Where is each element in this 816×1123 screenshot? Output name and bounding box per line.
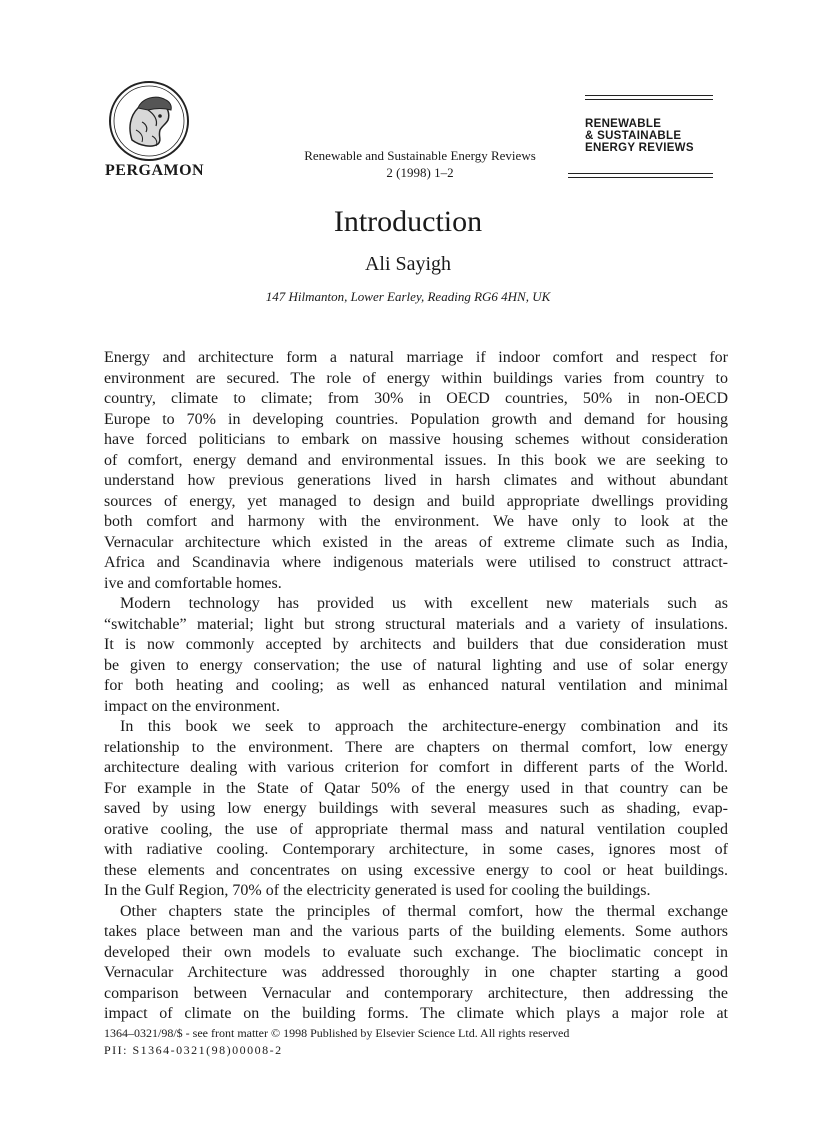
text-line: Modern technology has provided us with excellent new materials such as — [120, 595, 728, 612]
pergamon-logo — [108, 80, 190, 162]
text-line: developed their own models to evaluate such exchange. The bioclimatic concept in — [104, 943, 728, 961]
text-line: For example in the State of Qatar 50% of the energy used in that country can be — [104, 779, 728, 797]
author-affiliation: 147 Hilmanton, Lower Earley, Reading RG6 4HN, UK — [265, 289, 551, 304]
text-line: these elements and concentrates on using excessive energy to cool or heat buildings. — [104, 861, 728, 879]
text-line: Vernacular architecture which existed in the areas of extreme climate such as India, — [104, 533, 728, 551]
brand-rule-top — [585, 95, 713, 100]
pergamon-athena-logo-icon — [108, 80, 190, 162]
author-name: Ali Sayigh — [364, 253, 452, 275]
text-line: understand how previous generations lived in harsh climates and without abundant — [104, 472, 728, 489]
text-line: ive and comfortable homes. — [104, 574, 282, 592]
journal-title: Renewable and Sustainable Energy Reviews — [304, 148, 536, 163]
journal-citation — [270, 147, 570, 181]
text-line: In the Gulf Region, 70% of the electricity generated is used for cooling the buildings. — [104, 882, 651, 899]
text-line: Energy and architecture form a natural marriage if indoor comfort and respect for — [104, 349, 728, 366]
text-line: “switchable” material; light but strong structural materials and a variety of insulations. — [104, 615, 728, 633]
text-line: In this book we seek to approach the architecture-energy combination and its — [120, 718, 728, 735]
article-body — [104, 348, 728, 1025]
paragraph-2 — [104, 594, 728, 717]
text-line: architecture dealing with various criterion for comfort in different parts of the World. — [104, 759, 728, 776]
text-line: environment are secured. The role of energy within buildings varies from country to — [104, 369, 728, 387]
publisher-name: PERGAMON — [105, 162, 205, 179]
text-line: country, climate to climate; from 30% in OECD countries, 50% in non-OECD — [104, 390, 728, 407]
text-line: of comfort, energy demand and environmental issues. In this book we are seeking to — [104, 451, 728, 469]
brand-line-2: & SUSTAINABLE — [585, 130, 682, 142]
copyright-line: 1364–0321/98/$ - see front matter © 1998 Published by Elsevier Science Ltd. All rights reserved — [104, 1026, 570, 1040]
text-line: both comfort and harmony with the environment. We have only to look at the — [104, 513, 728, 530]
text-line: Europe to 70% in developing countries. Population growth and demand for housing — [104, 410, 728, 428]
paragraph-4 — [104, 902, 728, 1025]
text-line: be given to energy conservation; the use of natural lighting and use of solar energy — [104, 656, 728, 674]
brand-rule-bottom — [568, 173, 713, 178]
brand-line-3: ENERGY REVIEWS — [585, 142, 694, 154]
paragraph-1 — [104, 348, 728, 594]
journal-brand-box — [585, 95, 713, 154]
text-line: comparison between Vernacular and contemporary architecture, then addressing the — [104, 984, 728, 1002]
brand-line-1: RENEWABLE — [585, 118, 662, 130]
text-line: orative cooling, the use of appropriate thermal mass and natural ventilation coupled — [104, 820, 728, 838]
paragraph-3 — [104, 717, 728, 902]
text-line: It is now commonly accepted by architects and builders that due consideration must — [104, 636, 728, 653]
text-line: saved by using low energy buildings with several measures such as shading, evap- — [104, 800, 728, 817]
text-line: relationship to the environment. There are chapters on thermal comfort, low energy — [104, 738, 728, 756]
journal-volume-pages: 2 (1998) 1–2 — [386, 165, 454, 180]
text-line: have forced politicians to embark on massive housing schemes without consideration — [104, 431, 728, 448]
text-line: takes place between man and the various parts of the building elements. Some authors — [104, 923, 728, 940]
text-line: impact on the environment. — [104, 697, 280, 715]
article-title: Introduction — [333, 205, 483, 238]
page-footer — [104, 1025, 569, 1059]
text-line: sources of energy, yet managed to design and build appropriate dwellings providing — [104, 492, 728, 510]
text-line: Vernacular Architecture was addressed thoroughly in one chapter starting a good — [104, 964, 728, 981]
pii-line: PII: S1364-0321(98)00008-2 — [104, 1043, 283, 1057]
text-line: Africa and Scandinavia where indigenous materials were utilised to construct attract- — [104, 554, 728, 571]
text-line: for both heating and cooling; as well as enhanced natural ventilation and minimal — [104, 677, 728, 694]
text-line: with radiative cooling. Contemporary architecture, in some cases, ignores most of — [104, 841, 728, 858]
text-line: Other chapters state the principles of thermal comfort, how the thermal exchange — [120, 902, 728, 920]
text-line: impact of climate on the building forms. The climate which plays a major role at — [104, 1005, 728, 1022]
